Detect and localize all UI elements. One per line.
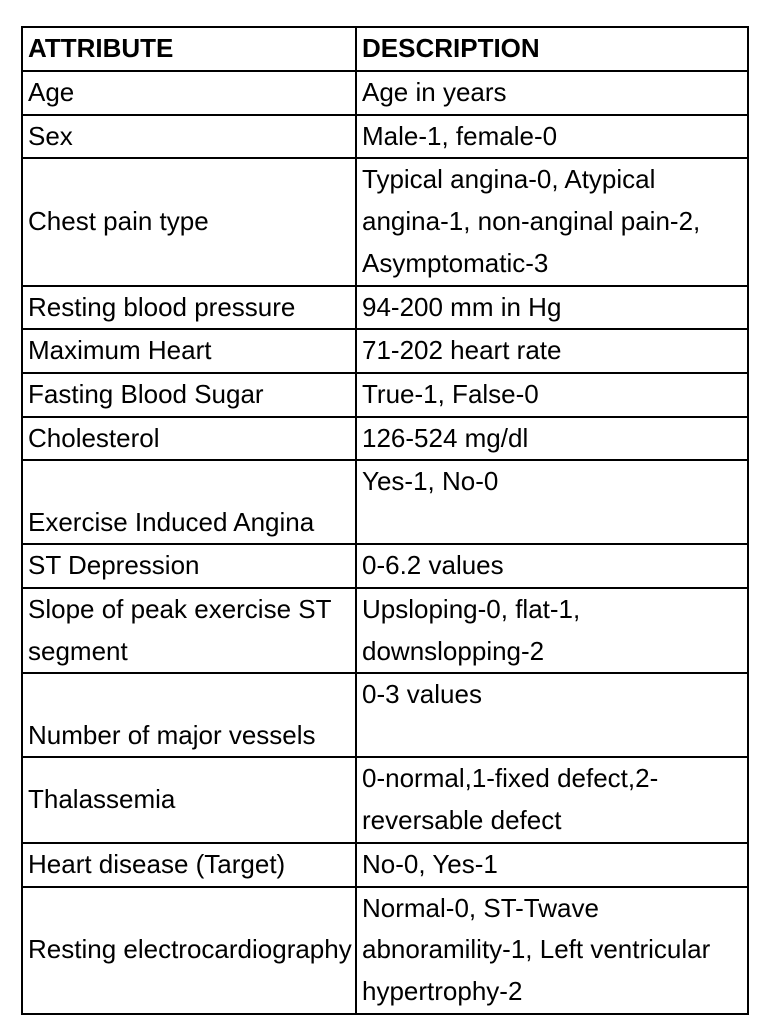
description-cell: Normal-0, ST-Twave abnoramility-1, Left ventricular hypertrophy-2 [356, 887, 748, 1014]
attribute-cell: Sex [22, 115, 356, 159]
table-row [22, 71, 748, 115]
attribute-cell: Maximum Heart [22, 329, 356, 373]
description-cell: No-0, Yes-1 [356, 843, 748, 887]
attribute-cell: Chest pain type [22, 158, 356, 285]
description-cell: 0-3 values [356, 673, 748, 757]
description-cell: 94-200 mm in Hg [356, 286, 748, 330]
description-cell: Upsloping-0, flat-1, downslopping-2 [356, 588, 748, 673]
description-cell: Typical angina-0, Atypical angina-1, non-anginal pain-2, Asymptomatic-3 [356, 158, 748, 285]
attribute-cell: Heart disease (Target) [22, 843, 356, 887]
table-header-row [22, 27, 748, 71]
table-row [22, 329, 748, 373]
description-cell: Age in years [356, 71, 748, 115]
attribute-cell: Exercise Induced Angina [22, 460, 356, 544]
table-row [22, 757, 748, 842]
attribute-table [21, 26, 749, 1015]
table-row [22, 887, 748, 1014]
table-row [22, 843, 748, 887]
table-row [22, 544, 748, 588]
attribute-cell: Age [22, 71, 356, 115]
attribute-cell: Cholesterol [22, 417, 356, 461]
description-cell: 71-202 heart rate [356, 329, 748, 373]
attribute-cell: Slope of peak exercise ST segment [22, 588, 356, 673]
attribute-cell: Fasting Blood Sugar [22, 373, 356, 417]
attribute-cell: Resting electrocardiography [22, 887, 356, 1014]
description-cell: 0-normal,1-fixed defect,2-reversable defect [356, 757, 748, 842]
table-row [22, 588, 748, 673]
table-row [22, 158, 748, 285]
table-row [22, 286, 748, 330]
attribute-cell: Number of major vessels [22, 673, 356, 757]
table-row [22, 373, 748, 417]
description-cell: 0-6.2 values [356, 544, 748, 588]
header-description: DESCRIPTION [356, 27, 748, 71]
table-row [22, 417, 748, 461]
attribute-cell: Thalassemia [22, 757, 356, 842]
header-attribute: ATTRIBUTE [22, 27, 356, 71]
attribute-cell: Resting blood pressure [22, 286, 356, 330]
description-cell: True-1, False-0 [356, 373, 748, 417]
table-row [22, 115, 748, 159]
attribute-cell: ST Depression [22, 544, 356, 588]
description-cell: 126-524 mg/dl [356, 417, 748, 461]
description-cell: Yes-1, No-0 [356, 460, 748, 544]
table-row [22, 673, 748, 757]
table-row [22, 460, 748, 544]
description-cell: Male-1, female-0 [356, 115, 748, 159]
